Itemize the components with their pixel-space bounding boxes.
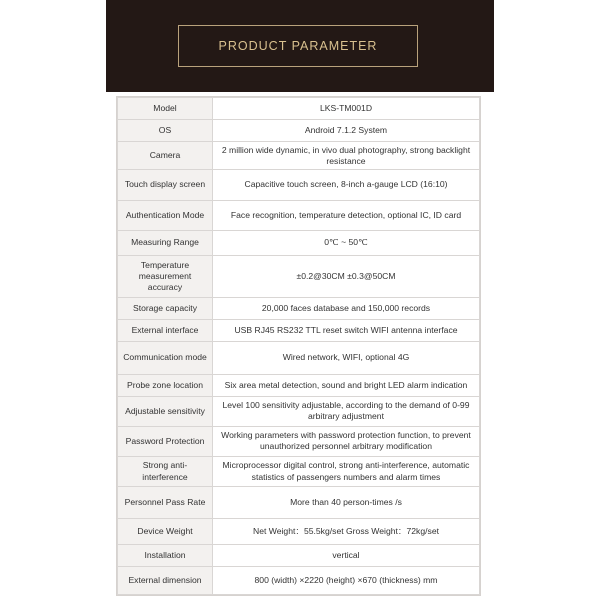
table-row bbox=[118, 457, 480, 487]
table-row bbox=[118, 519, 480, 544]
parameter-label: Strong anti-interference bbox=[118, 457, 213, 487]
parameter-label: Installation bbox=[118, 544, 213, 566]
parameter-value: ±0.2@30CM ±0.3@50CM bbox=[213, 255, 480, 297]
parameter-label: External dimension bbox=[118, 566, 213, 594]
parameter-value: 20,000 faces database and 150,000 records bbox=[213, 298, 480, 320]
table-row bbox=[118, 120, 480, 142]
header-banner bbox=[106, 0, 494, 92]
parameter-table bbox=[117, 97, 480, 595]
table-row bbox=[118, 320, 480, 342]
parameter-value: LKS-TM001D bbox=[213, 98, 480, 120]
parameter-value: 800 (width) ×2220 (height) ×670 (thickness) mm bbox=[213, 566, 480, 594]
parameter-label: Measuring Range bbox=[118, 230, 213, 255]
parameter-label: Camera bbox=[118, 142, 213, 170]
table-row bbox=[118, 170, 480, 200]
table-row bbox=[118, 396, 480, 426]
table-row bbox=[118, 142, 480, 170]
parameter-value: Level 100 sensitivity adjustable, according to the demand of 0-99 arbitrary adjustment bbox=[213, 396, 480, 426]
parameter-value: vertical bbox=[213, 544, 480, 566]
parameter-value: Working parameters with password protection function, to prevent unauthorized personnel arbitrary modification bbox=[213, 426, 480, 456]
parameter-label: Probe zone location bbox=[118, 374, 213, 396]
table-row bbox=[118, 544, 480, 566]
parameter-label: External interface bbox=[118, 320, 213, 342]
parameter-label: Personnel Pass Rate bbox=[118, 487, 213, 519]
parameter-value: More than 40 person-times /s bbox=[213, 487, 480, 519]
parameter-value: 2 million wide dynamic, in vivo dual photography, strong backlight resistance bbox=[213, 142, 480, 170]
parameter-value: Microprocessor digital control, strong anti-interference, automatic statistics of passengers numbers and alarm times bbox=[213, 457, 480, 487]
parameter-label: Communication mode bbox=[118, 342, 213, 374]
table-row bbox=[118, 342, 480, 374]
parameter-value: Wired network, WIFI, optional 4G bbox=[213, 342, 480, 374]
parameter-label: Touch display screen bbox=[118, 170, 213, 200]
parameter-label: Storage capacity bbox=[118, 298, 213, 320]
parameter-value: 0℃ ~ 50℃ bbox=[213, 230, 480, 255]
table-row bbox=[118, 374, 480, 396]
table-row bbox=[118, 98, 480, 120]
parameter-label: Temperature measurement accuracy bbox=[118, 255, 213, 297]
parameter-value: USB RJ45 RS232 TTL reset switch WIFI antenna interface bbox=[213, 320, 480, 342]
parameter-value: Net Weight：55.5kg/set Gross Weight：72kg/set bbox=[213, 519, 480, 544]
page-title: PRODUCT PARAMETER bbox=[178, 25, 418, 67]
parameter-value: Six area metal detection, sound and bright LED alarm indication bbox=[213, 374, 480, 396]
table-row bbox=[118, 426, 480, 456]
table-row bbox=[118, 255, 480, 297]
table-row bbox=[118, 298, 480, 320]
parameter-value: Face recognition, temperature detection, optional IC, ID card bbox=[213, 200, 480, 230]
table-row bbox=[118, 230, 480, 255]
table-row bbox=[118, 566, 480, 594]
parameter-value: Capacitive touch screen, 8-inch a-gauge LCD (16:10) bbox=[213, 170, 480, 200]
table-row bbox=[118, 487, 480, 519]
parameter-table-container bbox=[116, 96, 481, 596]
parameter-label: OS bbox=[118, 120, 213, 142]
parameter-label: Model bbox=[118, 98, 213, 120]
parameter-label: Device Weight bbox=[118, 519, 213, 544]
parameter-label: Adjustable sensitivity bbox=[118, 396, 213, 426]
table-row bbox=[118, 200, 480, 230]
parameter-value: Android 7.1.2 System bbox=[213, 120, 480, 142]
parameter-label: Authentication Mode bbox=[118, 200, 213, 230]
parameter-table-body bbox=[118, 98, 480, 595]
parameter-label: Password Protection bbox=[118, 426, 213, 456]
